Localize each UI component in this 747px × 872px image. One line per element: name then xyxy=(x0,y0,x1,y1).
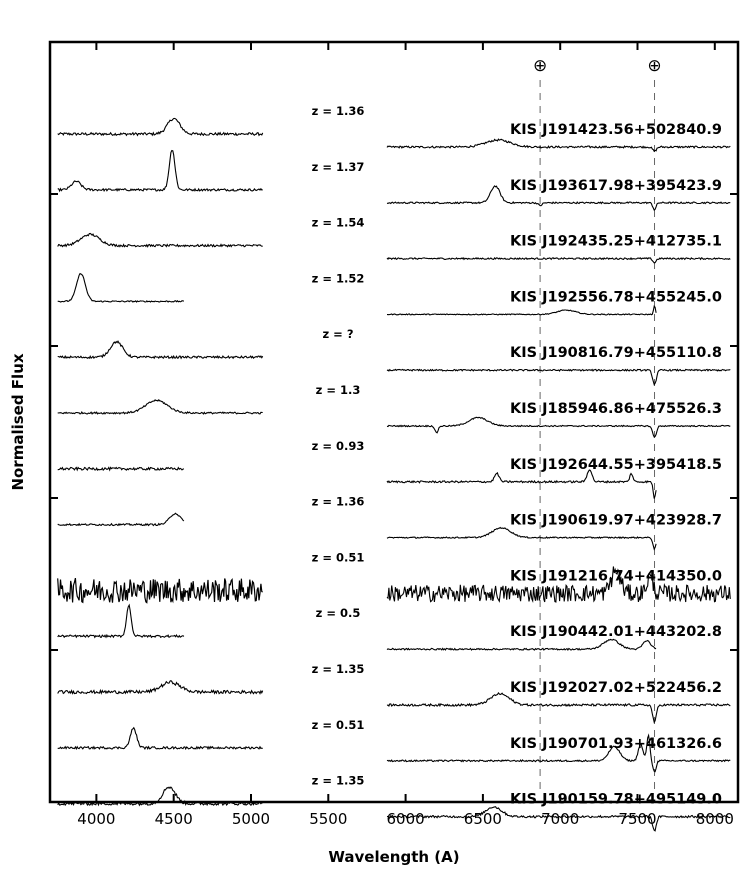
spectrum-group xyxy=(58,718,731,772)
x-tick-label: 7000 xyxy=(541,810,580,828)
spectrum-blue-line xyxy=(58,118,263,135)
spectrum-blue-line xyxy=(58,513,184,525)
object-name-label: KIS J191216.74+414350.0 xyxy=(509,568,722,585)
x-tick-label: 5000 xyxy=(231,810,271,828)
redshift-label: z = 1.3 xyxy=(315,383,361,397)
x-axis-ticks xyxy=(77,42,734,828)
spectrum-red-line xyxy=(387,258,730,263)
object-name-label: KIS J190619.97+423928.7 xyxy=(509,512,722,529)
spectrum-group xyxy=(58,439,722,499)
spectrum-group xyxy=(58,327,731,384)
spectrum-red-line xyxy=(387,528,656,550)
spectrum-blue-line xyxy=(58,605,184,637)
redshift-label: z = 1.37 xyxy=(311,159,365,174)
spectrum-blue-line xyxy=(58,151,263,191)
spectrum-red-line xyxy=(387,369,730,384)
x-tick-label: 4000 xyxy=(77,810,116,828)
spectrum-red-line xyxy=(387,139,730,151)
object-name-label: KIS J185946.86+475526.3 xyxy=(509,401,722,417)
x-tick-label: 8000 xyxy=(695,810,734,828)
spectrum-blue-line xyxy=(58,234,263,247)
redshift-label: z = 0.5 xyxy=(315,606,361,621)
spectrum-blue-line xyxy=(58,728,263,749)
redshift-label: z = 1.35 xyxy=(311,662,365,676)
spectrum-group xyxy=(58,383,731,437)
spectrum-red-line xyxy=(387,693,730,722)
redshift-label: z = 0.93 xyxy=(311,438,365,453)
spectrum-blue-line xyxy=(58,468,184,471)
x-tick-label: 6000 xyxy=(386,810,425,828)
spectrum-red-line xyxy=(387,306,656,315)
spectrum-red-line xyxy=(387,639,656,650)
redshift-label: z = 1.35 xyxy=(311,773,365,788)
redshift-label: z = ? xyxy=(322,327,354,342)
x-axis-title: Wavelength (A) xyxy=(328,848,460,866)
spectrum-red-line xyxy=(387,470,656,499)
redshift-label: z = 0.51 xyxy=(311,717,365,732)
x-tick-label: 5500 xyxy=(309,810,348,828)
spectrum-red-line xyxy=(387,417,730,437)
redshift-label: z = 1.36 xyxy=(311,104,365,118)
spectrum-group xyxy=(58,271,722,315)
x-tick-label: 7500 xyxy=(618,810,657,828)
spectrum-group xyxy=(58,605,722,650)
object-name-label: KIS J192556.78+455245.0 xyxy=(509,289,722,306)
redshift-label: z = 0.51 xyxy=(311,550,365,565)
object-name-label: KIS J192027.02+522456.2 xyxy=(509,680,722,696)
y-axis-title: Normalised Flux xyxy=(9,353,27,491)
object-name-label: KIS J190816.79+455110.8 xyxy=(509,345,722,362)
redshift-label: z = 1.52 xyxy=(311,271,365,286)
redshift-label: z = 1.54 xyxy=(311,215,365,230)
spectrum-group xyxy=(58,662,731,722)
object-name-label: KIS J193617.98+395423.9 xyxy=(509,177,722,194)
object-name-label: KIS J192435.25+412735.1 xyxy=(509,233,722,250)
spectrum-group xyxy=(58,495,722,549)
spectrum-blue-line xyxy=(58,578,263,603)
spectrum-group xyxy=(58,550,731,602)
object-name-label: KIS J190701.93+461326.6 xyxy=(509,735,722,752)
spectra-series xyxy=(58,104,731,831)
spectrum-blue-line xyxy=(58,681,263,694)
spectrum-blue-line xyxy=(58,341,263,358)
object-name-label: KIS J192644.55+395418.5 xyxy=(509,456,722,473)
spectrum-blue-line xyxy=(58,400,263,414)
object-name-label: KIS J191423.56+502840.9 xyxy=(509,122,722,138)
spectrum-blue-line xyxy=(58,274,184,302)
x-tick-label: 4500 xyxy=(154,810,193,828)
spectrum-group xyxy=(58,151,731,211)
redshift-label: z = 1.36 xyxy=(311,494,365,509)
earth-symbol-icon: ⊕ xyxy=(647,56,662,76)
object-name-label: KIS J190159.78+495149.0 xyxy=(509,791,722,808)
object-name-label: KIS J190442.01+443202.8 xyxy=(509,624,722,641)
spectrum-group xyxy=(58,104,731,151)
x-tick-label: 6500 xyxy=(463,810,502,828)
spectrum-group xyxy=(58,216,731,263)
earth-symbol-icon: ⊕ xyxy=(532,56,548,76)
